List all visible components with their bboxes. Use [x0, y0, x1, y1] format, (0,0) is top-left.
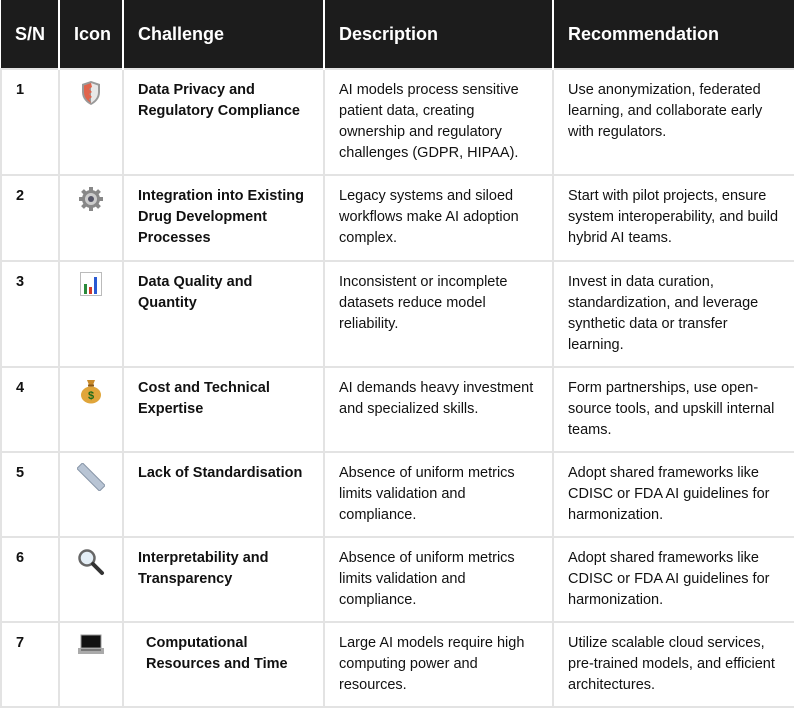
row-description: AI demands heavy investment and specialized skills.: [324, 367, 553, 452]
row-sn: 6: [1, 537, 59, 622]
row-challenge: Data Privacy and Regulatory Compliance: [123, 69, 324, 175]
table-row: [1, 452, 794, 537]
header-icon: Icon: [59, 0, 123, 69]
table-row: [1, 622, 794, 707]
row-recommendation: Start with pilot projects, ensure system interoperability, and build hybrid AI teams.: [553, 175, 794, 261]
row-recommendation: Use anonymization, federated learning, and collaborate early with regulators.: [553, 69, 794, 175]
row-recommendation: Adopt shared frameworks like CDISC or FDA AI guidelines for harmonization.: [553, 452, 794, 537]
gear-icon: [78, 200, 104, 216]
row-icon-cell: [59, 261, 123, 367]
row-description: Absence of uniform metrics limits validation and compliance.: [324, 537, 553, 622]
row-description: AI models process sensitive patient data, creating ownership and regulatory challenges (GDPR, HIPAA).: [324, 69, 553, 175]
header-row: [1, 0, 794, 69]
row-sn: 7: [1, 622, 59, 707]
row-challenge: Interpretability and Transparency: [123, 537, 324, 622]
row-description: Legacy systems and siloed workflows make AI adoption complex.: [324, 175, 553, 261]
row-recommendation: Form partnerships, use open-source tools, and upskill internal teams.: [553, 367, 794, 452]
row-recommendation: Utilize scalable cloud services, pre-trained models, and efficient architectures.: [553, 622, 794, 707]
row-sn: 4: [1, 367, 59, 452]
header-sn: S/N: [1, 0, 59, 69]
row-challenge: Integration into Existing Drug Development Processes: [123, 175, 324, 261]
row-challenge: Cost and Technical Expertise: [123, 367, 324, 452]
table-row: [1, 367, 794, 452]
row-description: Absence of uniform metrics limits validation and compliance.: [324, 452, 553, 537]
header-description: Description: [324, 0, 553, 69]
row-icon-cell: [59, 367, 123, 452]
row-icon-cell: [59, 537, 123, 622]
header-recommendation: Recommendation: [553, 0, 794, 69]
row-icon-cell: [59, 69, 123, 175]
header-challenge: Challenge: [123, 0, 324, 69]
row-challenge: Computational Resources and Time: [123, 622, 324, 707]
row-description: Large AI models require high computing power and resources.: [324, 622, 553, 707]
shield-icon: [81, 94, 101, 110]
row-icon-cell: [59, 175, 123, 261]
money-bag-icon: [80, 392, 102, 408]
row-recommendation: Adopt shared frameworks like CDISC or FDA AI guidelines for harmonization.: [553, 537, 794, 622]
row-icon-cell: [59, 622, 123, 707]
row-icon-cell: [59, 452, 123, 537]
laptop-icon: [77, 645, 105, 661]
table-row: [1, 175, 794, 261]
table-row: [1, 261, 794, 367]
row-challenge: Lack of Standardisation: [123, 452, 324, 537]
svg-text:$: $: [87, 390, 95, 402]
row-sn: 3: [1, 261, 59, 367]
row-sn: 2: [1, 175, 59, 261]
ruler-icon: [77, 479, 105, 495]
row-sn: 5: [1, 452, 59, 537]
table-row: [1, 69, 794, 175]
bar-chart-icon: [80, 284, 102, 300]
row-description: Inconsistent or incomplete datasets reduce model reliability.: [324, 261, 553, 367]
row-sn: 1: [1, 69, 59, 175]
row-recommendation: Invest in data curation, standardization, and leverage synthetic data or transfer learning.: [553, 261, 794, 367]
row-challenge: Data Quality and Quantity: [123, 261, 324, 367]
table-row: [1, 537, 794, 622]
magnifier-icon: [77, 564, 105, 580]
